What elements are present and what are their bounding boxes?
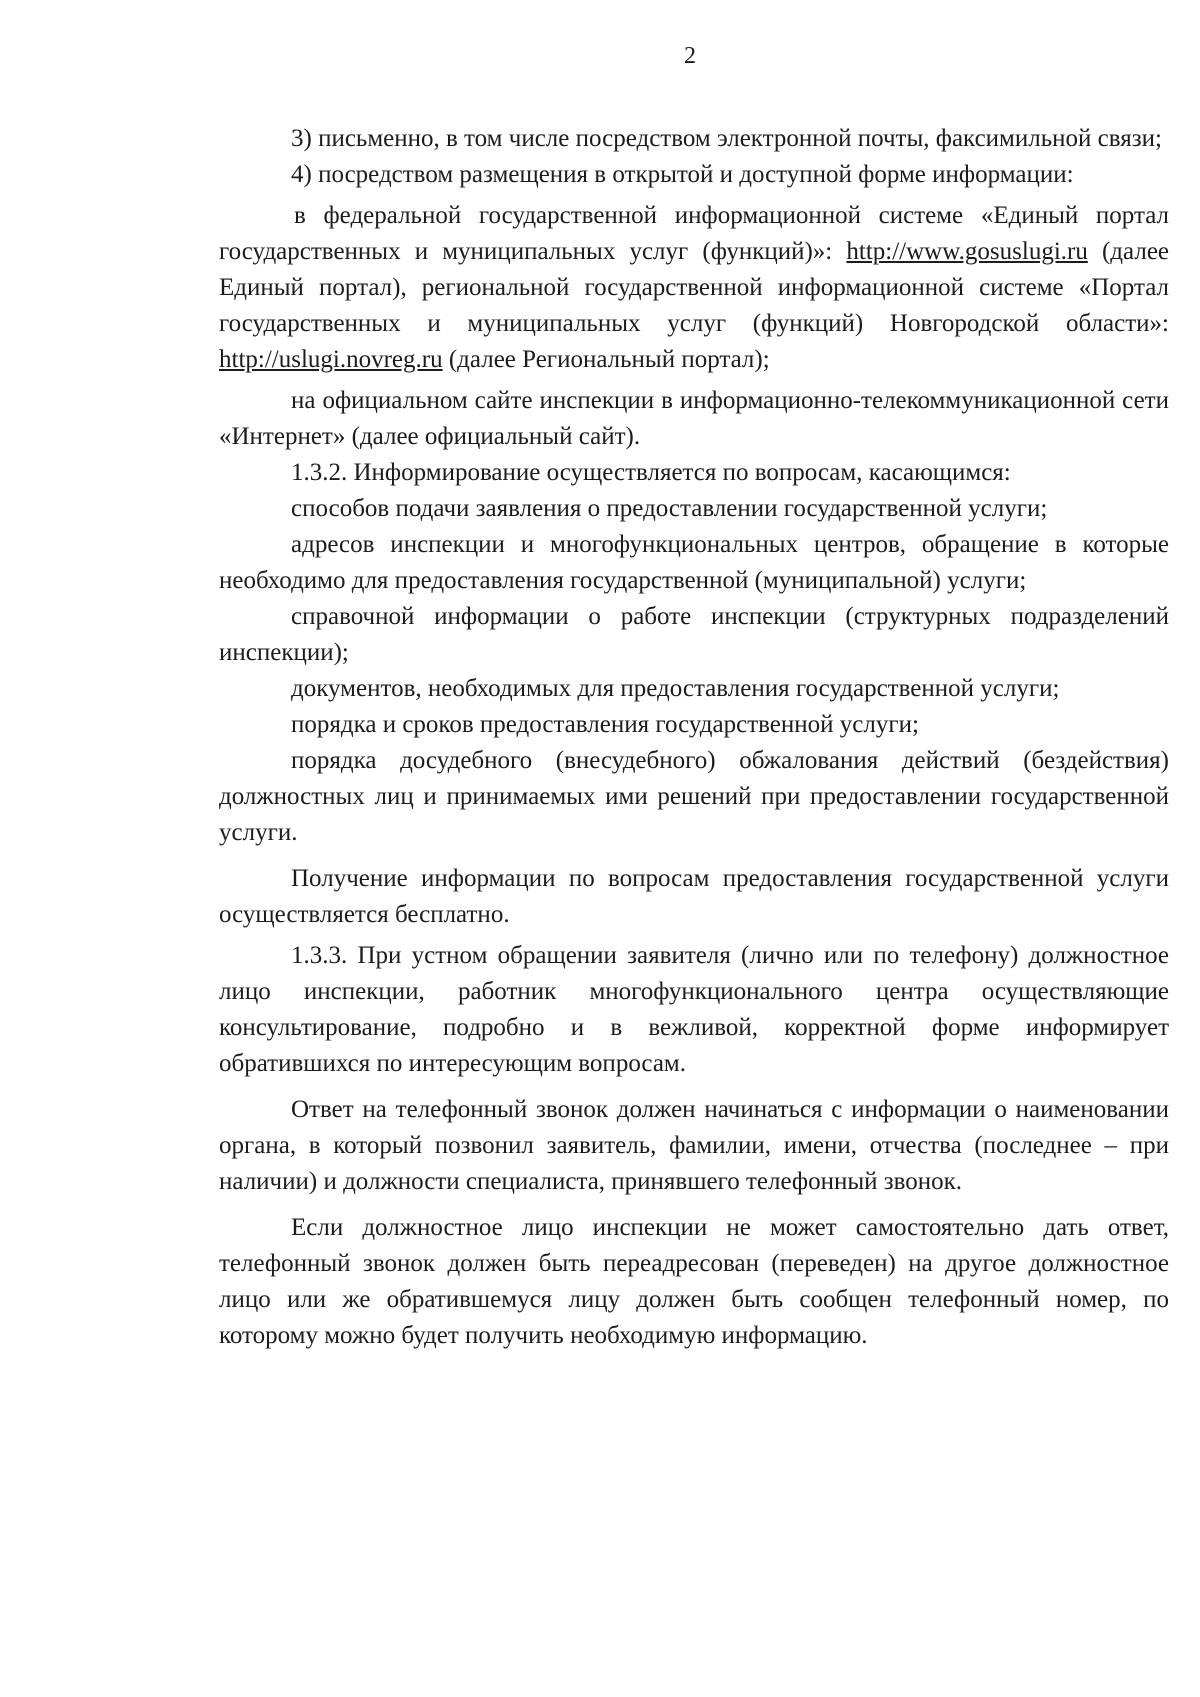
document-body — [219, 121, 1169, 1354]
portals-text-middle: (далее Единый портал), региональной государственной информационной системе «Портал государственных и муниципальных услуг (функций) Новгородской области»: — [219, 238, 1170, 337]
portals-text-end: (далее Региональный портал); — [442, 346, 770, 373]
list-item-reference-info: справочной информации о работе инспекции (структурных подразделений инспекции); — [219, 603, 1169, 666]
paragraph-open-information: 4) посредством размещения в открытой и доступной форме информации: — [291, 161, 1074, 188]
gosuslugi-link[interactable]: http://www.gosuslugi.ru — [846, 238, 1088, 265]
paragraph-written-contact: 3) письменно, в том числе посредством электронной почты, факсимильной связи; — [291, 125, 1162, 152]
paragraph-official-site: на официальном сайте инспекции в информационно-телекоммуникационной сети «Интернет» (далее официальный сайт). — [219, 387, 1169, 450]
portals-text-start: в федеральной государственной информационной системе «Единый портал государственных и муниципальных услуг (функций)»: — [219, 202, 1169, 265]
list-item-procedure-terms: порядка и сроков предоставления государственной услуги; — [291, 711, 919, 738]
paragraph-information-topics: 1.3.2. Информирование осуществляется по вопросам, касающимся: — [291, 459, 1011, 486]
paragraph-call-redirect: Если должностное лицо инспекции не может самостоятельно дать ответ, телефонный звонок должен быть переадресован (переведен) на другое должностное лицо или же обратившемуся лицу должен быть сообщен телефонный номер, по которому можно будет получить необходимую информацию. — [219, 1214, 1169, 1349]
paragraph-free-information: Получение информации по вопросам предоставления государственной услуги осуществляется бесплатно. — [219, 865, 1169, 928]
paragraph-portals — [219, 198, 1169, 378]
page-number: 2 — [684, 43, 696, 69]
list-item-appeal-procedure: порядка досудебного (внесудебного) обжалования действий (бездействия) должностных лиц и принимаемых ими решений при предоставлении государственной услуги. — [219, 747, 1169, 846]
uslugi-novreg-link[interactable]: http://uslugi.novreg.ru — [219, 346, 443, 373]
list-item-addresses: адресов инспекции и многофункциональных центров, обращение в которые необходимо для предоставления государственной (муниципальной) услуги; — [219, 531, 1169, 594]
paragraph-oral-inquiry: 1.3.3. При устном обращении заявителя (лично или по телефону) должностное лицо инспекции, работник многофункционального центра осуществляющие консультирование, подробно и в вежливой, корректной форме информирует обратившихся по интересующим вопросам. — [219, 942, 1169, 1077]
paragraph-phone-answer: Ответ на телефонный звонок должен начинаться с информации о наименовании органа, в который позвонил заявитель, фамилии, имени, отчества (последнее – при наличии) и должности специалиста, принявшего телефонный звонок. — [219, 1096, 1169, 1195]
list-item-submission-methods: способов подачи заявления о предоставлении государственной услуги; — [291, 495, 1048, 522]
list-item-documents: документов, необходимых для предоставления государственной услуги; — [291, 675, 1060, 702]
